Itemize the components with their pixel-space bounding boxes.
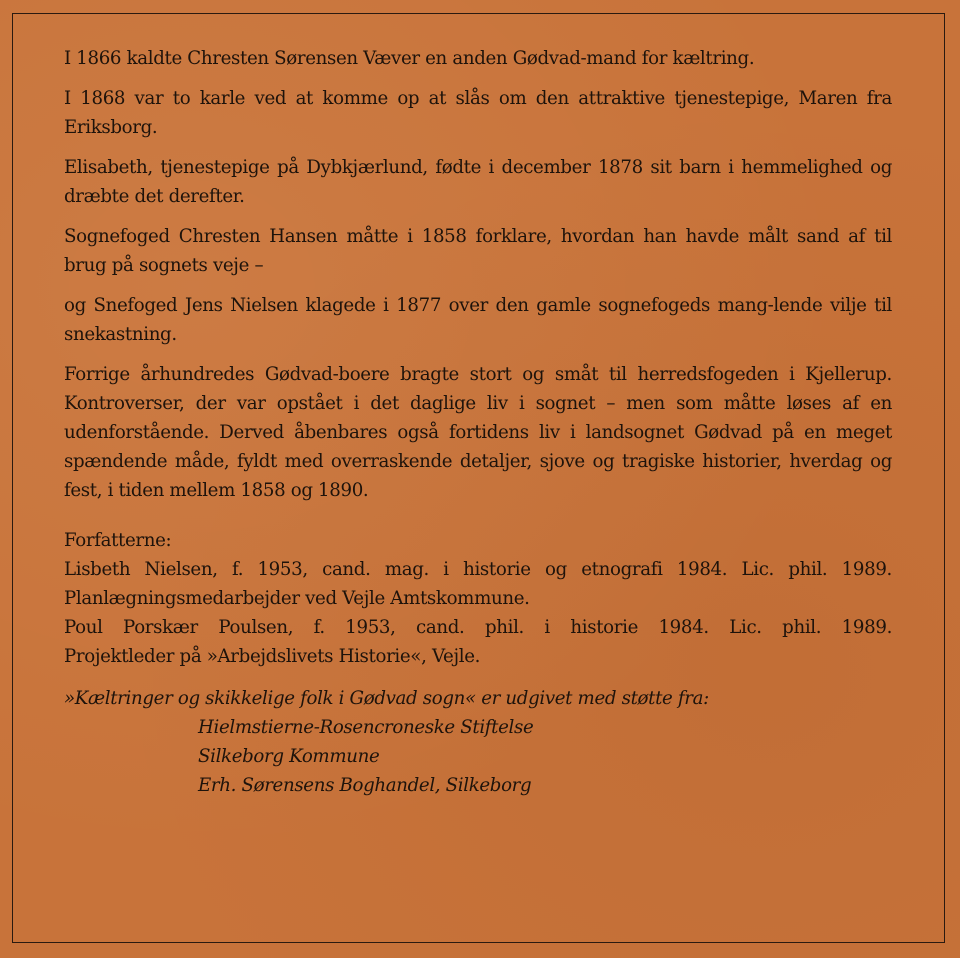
- publication-credits: [64, 684, 892, 800]
- authors-heading: Forfatterne:: [64, 530, 172, 551]
- paragraph-elisabeth: Elisabeth, tjenestepige på Dybkjærlund, fødte i december 1878 sit barn i hemmelighed og dræbte det derefter.: [64, 157, 892, 207]
- paragraph-snefoged: og Snefoged Jens Nielsen klagede i 1877 over den gamle sognefogeds mang-lende vilje til snekastning.: [64, 295, 892, 345]
- paragraph-sognefoged: Sognefoged Chresten Hansen måtte i 1858 forklare, hvordan han havde målt sand af til brug på sognets veje –: [64, 226, 892, 276]
- authors-section: [64, 526, 892, 671]
- author-line-lisbeth-role: Planlægningsmedarbejder ved Vejle Amtskommune.: [64, 588, 530, 609]
- sponsor-hielmstierne: Hielmstierne-Rosencroneske Stiftelse: [198, 717, 534, 738]
- sponsor-silkeborg-kommune: Silkeborg Kommune: [198, 746, 380, 767]
- sponsor-boghandel: Erh. Sørensens Boghandel, Silkeborg: [198, 775, 532, 796]
- author-line-poul: Poul Porskær Poulsen, f. 1953, cand. phil. i historie 1984. Lic. phil. 1989.: [64, 617, 892, 638]
- paragraph-summary: Forrige århundredes Gødvad-boere bragte stort og småt til herredsfogeden i Kjellerup. Kontroverser, der var opstået i det daglige liv i sognet – men som måtte løses af en udenforstående. Derved åbenbares også fortidens liv i landsognet Gødvad på en meget spændende måde, fyldt med overraskende detaljer, sjove og tragiske historier, hverdag og fest, i tiden mellem 1858 og 1890.: [64, 364, 892, 501]
- paragraph-1868-karle: I 1868 var to karle ved at komme op at slås om den attraktive tjenestepige, Maren fra Eriksborg.: [64, 88, 892, 138]
- author-line-poul-role: Projektleder på »Arbejdslivets Historie«, Vejle.: [64, 646, 481, 667]
- back-cover-text: [64, 44, 892, 800]
- author-line-lisbeth: Lisbeth Nielsen, f. 1953, cand. mag. i historie og etnografi 1984. Lic. phil. 1989.: [64, 559, 892, 580]
- paragraph-1866-kaeltring: I 1866 kaldte Chresten Sørensen Væver en anden Gødvad-mand for kæltring.: [64, 48, 755, 69]
- credits-lead: »Kæltringer og skikkelige folk i Gødvad sogn« er udgivet med støtte fra:: [64, 688, 709, 709]
